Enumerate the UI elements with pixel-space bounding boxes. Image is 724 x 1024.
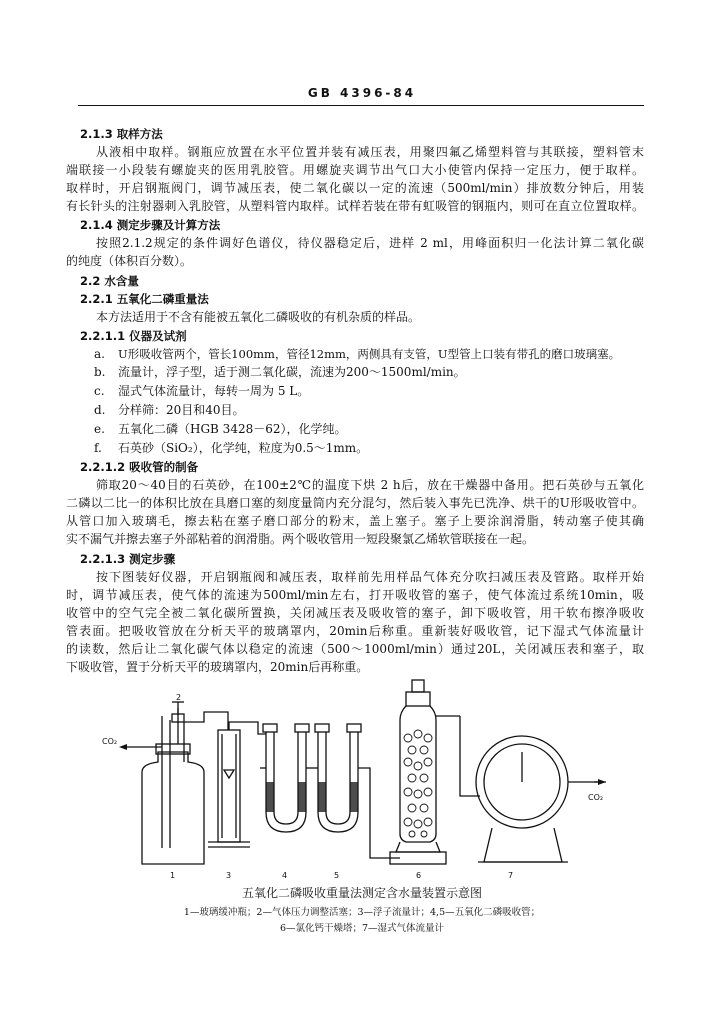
standard-number-header: GB 4396-84 [307, 86, 417, 100]
paragraph-line: 的纯度（体积百分数）。 [66, 254, 193, 268]
paragraph-line: 二磷以二比一的体积比放在具磨口塞的刻度量筒内充分混匀，然后装入事先已洗净、烘干的U形吸收管中。 [66, 496, 644, 510]
list-item-text: 流量计，浮子型，适于测二氧化碳，流速为200～1500ml/min。 [118, 365, 466, 379]
paragraph-line: 下吸收管，置于分析天平的玻璃罩内，20min后再称重。 [66, 660, 369, 674]
list-item-text: 石英砂（SiO₂），化学纯，粒度为0.5～1mm。 [118, 441, 369, 455]
figure-caption: 五氧化二磷吸收重量法测定含水量装置示意图 [241, 886, 482, 900]
absorbent-fill [318, 782, 326, 812]
list-item-mark: b. [94, 365, 106, 379]
list-item-mark: d. [94, 403, 106, 417]
paragraph-line: 端联接一小段装有螺旋夹的医用乳胶管。用螺旋夹调节出气口大小使管内保持一定压力，便于取样。 [66, 163, 644, 177]
list-item-mark: c. [94, 384, 105, 398]
list-item-text: 湿式气体流量计，每转一周为 5 L。 [118, 384, 310, 398]
list-item-text: 分样筛：20目和40目。 [118, 403, 245, 417]
part-number-4: 4 [282, 871, 288, 880]
part-number-7: 7 [508, 871, 514, 880]
section-2-2-title: 2.2 水含量 [80, 274, 139, 288]
paragraph-line: 实不漏气并擦去塞子外部粘着的润滑脂。两个吸收管用一短段聚氯乙烯软管联接在一起。 [66, 532, 535, 546]
paragraph-line: 从管口加入玻璃毛，擦去粘在塞子磨口部分的粉末，盖上塞子。塞子上要涂润滑脂，转动塞子使其确 [66, 514, 644, 528]
paragraph-line: 的读数，然后让二氧化碳气体以稳定的流速（500～1000ml/min）通过20L，关闭减压表和塞子，取 [66, 642, 644, 656]
paragraph-line: 取样时，开启钢瓶阀门，调节减压表，使二氧化碳以一定的流速（500ml/min）排放数分钟后，用装 [66, 181, 644, 195]
section-2-2-1-3-title: 2.2.1.3 测定步骤 [80, 552, 176, 566]
part-number-2: 2 [176, 693, 182, 702]
paragraph-line: 管表面。把吸收管放在分析天平的玻璃罩内，20min后称重。重新装好吸收管，记下湿式气体流量计 [66, 624, 644, 638]
figure-legend-line: 6—氯化钙干燥塔；7—湿式气体流量计 [279, 923, 445, 934]
paragraph-line: 按照2.1.2规定的条件调好色谱仪，待仪器稳定后，进样 2 ml，用峰面积归一化法计算二氧化碳 [96, 236, 644, 250]
list-item-text: 五氧化二磷（HGB 3428－62），化学纯。 [118, 422, 347, 436]
section-2-1-3-title: 2.1.3 取样方法 [80, 127, 163, 141]
section-2-2-1-title: 2.2.1 五氧化二磷重量法 [80, 292, 209, 306]
u-tube-absorber-5 [312, 724, 361, 832]
paragraph-line: 有长针头的注射器刺入乳胶管，从塑料管内取样。试样若装在带有虹吸管的钢瓶内，则可在直立位置取样。 [66, 199, 644, 213]
absorbent-fill [266, 782, 274, 812]
paragraph-line: 时，调节减压表，使气体的流速为500ml/min左右，打开吸收管的塞子，使气体流过系统10min，吸 [66, 588, 644, 602]
paragraph-line: 按下图装好仪器，开启钢瓶阀和减压表，取样前先用样品气体充分吹扫减压表及管路。取样开始 [96, 570, 644, 584]
co2-outlet-label: CO₂ [588, 793, 604, 802]
paragraph-line: 筛取20～40目的石英砂，在100±2℃的温度下烘 2 h后，放在干燥器中备用。把石英砂与五氧化 [96, 478, 644, 492]
list-item-mark: f. [94, 441, 102, 455]
list-item-mark: e. [94, 422, 105, 436]
part-number-5: 5 [334, 871, 340, 880]
absorbent-fill [298, 782, 306, 812]
inlet-arrow [119, 744, 127, 750]
section-2-2-1-2-title: 2.2.1.2 吸收管的制备 [80, 460, 199, 474]
section-2-1-4-title: 2.1.4 测定步骤及计算方法 [80, 218, 221, 232]
connector-tube [358, 768, 400, 858]
paragraph-line: 本方法适用于不含有能被五氧化二磷吸收的有机杂质的样品。 [96, 310, 421, 324]
connector-tube [460, 716, 480, 796]
part-number-6: 6 [416, 871, 422, 880]
paragraph-line: 收管中的空气完全被二氧化碳所置换，关闭减压表及吸收管的塞子，卸下吸收管，用干软布擦净吸收 [66, 606, 644, 620]
co2-inlet-label: CO₂ [102, 737, 118, 746]
wet-gas-flowmeter [476, 736, 600, 862]
list-item-text: U形吸收管两个，管长100mm，管径12mm，两侧具有支管，U型管上口装有带孔的磨口玻璃塞。 [118, 347, 621, 361]
absorbent-fill [350, 782, 358, 812]
connector-tube [184, 712, 228, 730]
part-number-1: 1 [170, 871, 176, 880]
list-item-mark: a. [94, 347, 105, 361]
apparatus-diagram [100, 672, 630, 882]
section-2-2-1-1-title: 2.2.1.1 仪器及试剂 [80, 329, 187, 343]
u-tube-absorber-4 [260, 724, 312, 832]
figure-legend-line: 1—玻璃缓冲瓶；2—气体压力调整活塞；3—浮子流量计；4,5—五氧化二磷吸收管； [183, 907, 541, 918]
float-flowmeter [208, 730, 250, 847]
drying-agent-pellets [404, 730, 432, 837]
outlet-arrow [598, 779, 606, 785]
header-rule [78, 105, 644, 106]
buffer-bottle [142, 708, 204, 864]
connector-tube [229, 722, 266, 734]
paragraph-line: 从液相中取样。钢瓶应放置在水平位置并装有减压表，用聚四氟乙烯塑料管与其联接，塑料管末 [96, 145, 644, 159]
part-number-3: 3 [226, 871, 232, 880]
